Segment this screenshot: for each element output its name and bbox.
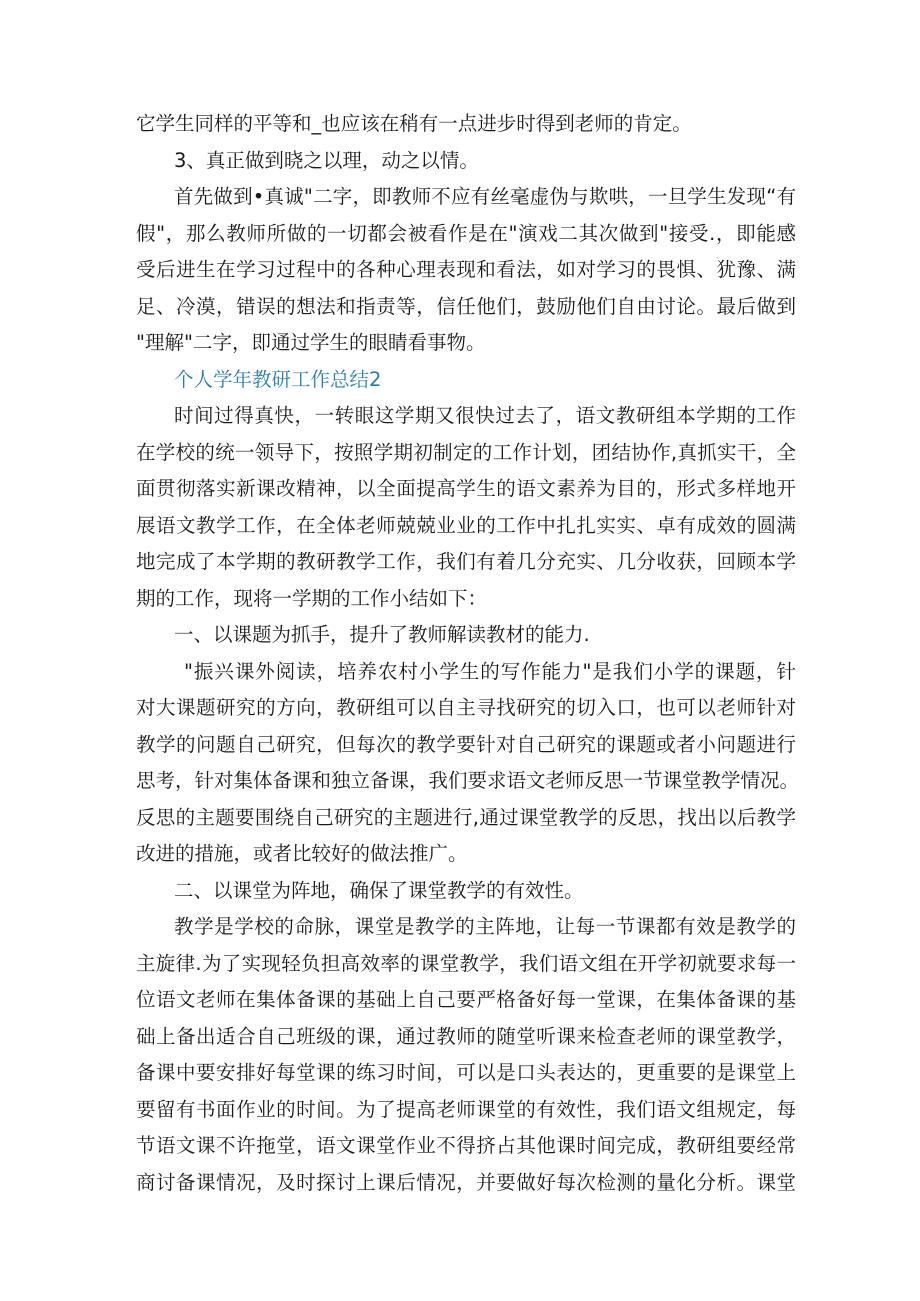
text-line: 础上备出适合自己班级的课，通过教师的随堂听课来检查老师的课堂教学， bbox=[136, 1024, 796, 1048]
text-line: 教学是学校的命脉，课堂是教学的主阵地，让每一节课都有效是教学的 bbox=[174, 915, 796, 938]
text-line: 受后进生在学习过程中的各种心理表现和看法，如对学习的畏惧、犹豫、满 bbox=[136, 258, 796, 281]
text-line: 展语文教学工作，在全体老师兢兢业业的工作中扎扎实实、卓有成效的圆满 bbox=[136, 513, 796, 537]
text-line: 在学校的统一领导下，按照学期初制定的工作计划，团结协作,真抓实干，全 bbox=[136, 440, 796, 464]
text-line: 期的工作，现将一学期的工作小结如下： bbox=[136, 586, 488, 610]
text-line: 主旋律.为了实现轻负担高效率的课堂教学，我们语文组在开学初就要求每一 bbox=[136, 951, 796, 975]
text-line: 反思的主题要围绕自己研究的主题进行,通过课堂教学的反思，找出以后教学 bbox=[136, 805, 796, 829]
text-line: 商讨备课情况，及时探讨上课后情况，并要做好每次检测的量化分析。课堂 bbox=[136, 1170, 796, 1194]
text-line: "理解"二字，即通过学生的眼睛看事物。 bbox=[136, 331, 486, 354]
text-line: 思考，针对集体备课和独立备课，我们要求语文老师反思一节课堂教学情况。 bbox=[136, 769, 800, 792]
text-line: 二、以课堂为阵地，确保了课堂教学的有效性。 bbox=[174, 878, 584, 902]
text-line: 时间过得真快，一转眼这学期又很快过去了，语文教研组本学期的工作 bbox=[174, 404, 796, 427]
text-line: 假"，那么教师所做的一切都会被看作是在"演戏二其次做到"接受.，即能感 bbox=[136, 221, 796, 245]
text-line: 教学的问题自己研究，但每次的教学要针对自己研究的课题或者小问题进行 bbox=[136, 732, 796, 756]
text-line: 地完成了本学期的教研教学工作，我们有着几分充实、几分收获，回顾本学 bbox=[136, 550, 796, 573]
text-line: 节语文课不许拖堂，语文课堂作业不得挤占其他课时间完成，教研组要经常 bbox=[136, 1134, 796, 1157]
text-line: 面贯彻落实新课改精神，以全面提高学生的语文素养为目的，形式多样地开 bbox=[136, 477, 796, 500]
text-line: 它学生同样的平等和_也应该在稍有一点进步时得到老师的肯定。 bbox=[136, 112, 692, 135]
text-line: 位语文老师在集体备课的基础上自己要严格备好每一堂课，在集体备课的基 bbox=[136, 988, 796, 1011]
text-line: 备课中要安排好每堂课的练习时间，可以是口头表达的，更重要的是课堂上 bbox=[136, 1061, 796, 1084]
document-body bbox=[136, 106, 800, 1201]
text-line: 足、冷漠，错误的想法和指责等，信任他们，鼓励他们自由讨论。最后做到 bbox=[136, 294, 796, 318]
text-line: 3、真正做到晓之以理，动之以情。 bbox=[174, 148, 479, 172]
text-line: 要留有书面作业的时间。为了提高老师课堂的有效性，我们语文组规定，每 bbox=[136, 1097, 796, 1121]
text-line: 一、以课题为抓手，提升了教师解读教材的能力. bbox=[174, 623, 590, 646]
text-line: 改进的措施，或者比较好的做法推广。 bbox=[136, 842, 468, 865]
text-line: "振兴课外阅读，培养农村小学生的写作能力"是我们小学的课题，针 bbox=[184, 659, 796, 683]
section-heading: 个人学年教研工作总结2 bbox=[174, 367, 382, 391]
text-line: 对大课题研究的方向，教研组可以自主寻找研究的切入口，也可以老师针对 bbox=[136, 696, 796, 719]
text-line: 首先做到•真诚"二字，即教师不应有丝毫虚伪与欺哄，一旦学生发现“有 bbox=[174, 185, 796, 208]
